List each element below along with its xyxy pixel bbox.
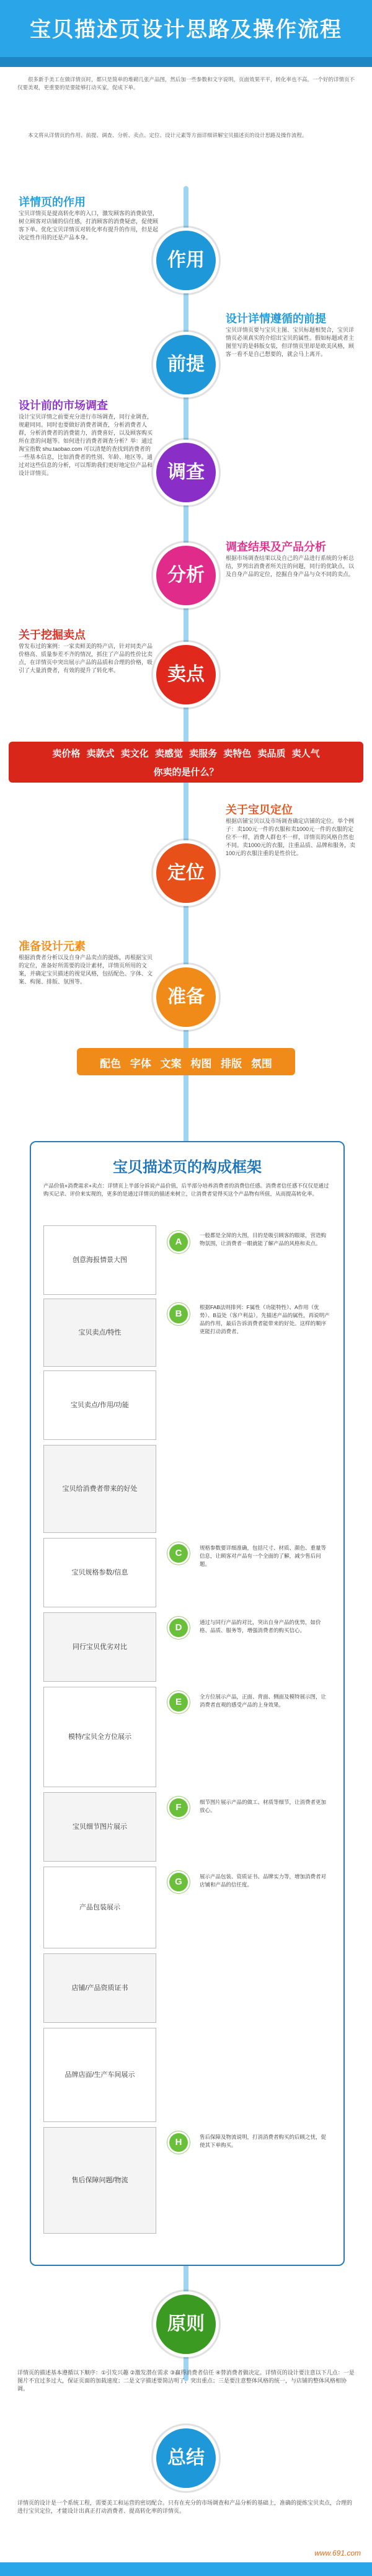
framework-item: 模特/宝贝全方位展示 <box>43 1687 156 1787</box>
design-tag: 排版 <box>221 1058 242 1070</box>
framework-item: 同行宝贝优劣对比 <box>43 1612 156 1682</box>
selling-tag: 卖款式 <box>86 748 115 759</box>
design-tag: 氛围 <box>250 1058 272 1070</box>
node-zuoyong: 作用 <box>156 231 216 290</box>
design-tags-row <box>77 1055 295 1070</box>
page-title: 宝贝描述页设计思路及操作流程 <box>30 18 342 42</box>
framework-desc: 根据FAB法则排列：F属性（功能特性）、A作用（优势）、B益处（客户利益）。先描述产品的属性，再说明产品的作用，最后告诉消费者能带来的好处。这样的顺序更能打动消费者。 <box>200 1304 330 1335</box>
node-diaocha: 调查 <box>156 443 216 502</box>
node-qianti: 前提 <box>156 335 216 394</box>
section-text-maidian: 曾发布过的案例：一家卖鲜美的特产店，针对同类产品价格高、质量参差不齐的情况，抓住了产品的性价比卖点，在详情页中突出展示产品的品质和合理的价格，吸引了大量消费者，有效的提升了转化率。 <box>19 643 153 673</box>
design-tag: 文案 <box>160 1058 182 1070</box>
framework-item: 售后保障问题/物流 <box>43 2127 156 2234</box>
framework-desc: 全方位展示产品，正面、背面、侧面及模特展示图，让消费者直观的感受产品的上身效果。 <box>200 1694 327 1708</box>
section-title-maidian: 关于挖掘卖点 <box>19 629 86 641</box>
framework-badge: G <box>169 1873 188 1891</box>
framework-item: 宝贝细节图片展示 <box>43 1792 156 1862</box>
framework-badge: C <box>169 1544 188 1563</box>
selling-tag: 卖文化 <box>120 748 149 759</box>
section-text-dingwei: 根据店铺宝贝以及市场调查确定店铺的定位。举个例子：卖100元一件的衣服和卖1000元一件的衣服的定位不一样，消费人群也不一样，详情页的风格自然也不同。卖1000元的衣服，注重品质、品牌和服务，卖100元的衣服注重的是性价比。 <box>226 818 356 856</box>
node-fenxi: 分析 <box>156 546 216 605</box>
node-maidian: 卖点 <box>156 645 216 704</box>
framework-item: 宝贝给消费者带来的好处 <box>43 1445 156 1533</box>
framework-desc: 细节图片展示产品的做工、材质等细节，让消费者更加放心。 <box>200 1799 327 1813</box>
section-title-zhunbei: 准备设计元素 <box>19 940 86 953</box>
section-title-dingwei: 关于宝贝定位 <box>226 804 293 816</box>
framework-item: 宝贝卖点/作用/功能 <box>43 1370 156 1440</box>
footer-bar <box>0 2562 372 2576</box>
framework-item: 产品包装展示 <box>43 1867 156 1948</box>
selling-tag: 卖感觉 <box>154 748 183 759</box>
framework-badge: F <box>169 1798 188 1817</box>
framework-desc: 一般都是全屏的大图，目的是吸引顾客的眼球，营造购物氛围，让消费者一眼就能了解产品的风格和卖点。 <box>200 1232 327 1246</box>
selling-tag: 卖品质 <box>257 748 286 759</box>
framework-item: 店铺/产品资质证书 <box>43 1953 156 2023</box>
section-title-fenxi: 调查结果及产品分析 <box>226 541 326 553</box>
framework-desc: 展示产品包装、资质证书、品牌实力等，增加消费者对店铺和产品的信任度。 <box>200 1873 327 1888</box>
framework-badge: D <box>169 1619 188 1637</box>
framework-badge: H <box>169 2133 188 2152</box>
node-zongjie: 总结 <box>156 2428 216 2488</box>
section-text-yuanze: 详情页的描述基本遵循以下顺序：①引发兴趣 ②激发潜在需求 ③赢得消费者信任 ④替消费者做决定。详情页的设计要注意以下几点：一是图片不宜过多过大，保证页面的加载速度；二是文字描述要简洁明了，突出重点；三是要注意整体风格的统一，与店铺的整体风格相协调。 <box>17 2369 355 2392</box>
framework-badge: A <box>169 1233 188 1251</box>
design-tag: 构图 <box>190 1058 212 1070</box>
section-title-qianti: 设计详情遵循的前提 <box>226 313 326 325</box>
framework-desc: 规格参数要详细准确，包括尺寸、材质、颜色、重量等信息，让顾客对产品有一个全面的了解，减少售后问题。 <box>200 1545 327 1567</box>
section-text-zuoyong: 宝贝详情页是提高转化率的入口，激发顾客的消费欲望，树立顾客对店铺的信任感，打消顾客的消费疑虑，促使顾客下单。优化宝贝详情页对转化率有提升的作用，但是起决定性作用的还是产品本身。 <box>19 210 159 241</box>
selling-tag: 卖服务 <box>189 748 218 759</box>
node-yuanze: 原则 <box>156 2294 216 2354</box>
framework-intro: 产品价值+消费需求+卖点：详情页上半部分诉说产品价值，后半部分培养消费者的消费信任感。消费者信任感不仅仅是通过购买记录、评价来实现的，更多的是通过详情页的描述来树立，让消费者觉得买这个产品物有所值，从而提高转化率。 <box>43 1183 329 1197</box>
selling-question: 你卖的是什么？ <box>153 767 219 778</box>
framework-item: 创意海报情景大图 <box>43 1225 156 1295</box>
section-text-qianti: 宝贝详情页要与宝贝主图、宝贝标题相契合，宝贝详情页必须真实的介绍出宝贝的属性。假如标题或者主图里写的是韩版女装，但详情页里却是欧美风格，顾客一看不是自己想要的，就会马上离开。 <box>226 327 355 357</box>
intro-paragraph-2: 本文将从详情页的作用、前提、调查、分析、卖点、定位、设计元素等方面详细讲解宝贝描述页的设计思路及操作流程。 <box>28 132 308 138</box>
selling-tag: 卖人气 <box>291 748 320 759</box>
framework-desc: 通过与同行产品的对比，突出自身产品的优势，如价格、品质、服务等，增强消费者的购买信心。 <box>200 1619 321 1633</box>
selling-tags-row <box>9 747 363 760</box>
design-tag: 字体 <box>130 1058 151 1070</box>
header-stripe <box>0 57 372 67</box>
section-text-diaocha: 设计宝贝详情之前要充分进行市场调查，同行业调查，规避同同。同时也要做好消费者调查，分析消费者人群，分析消费者的消费能力，消费喜好，以及顾客购买所在意的问题等。如何进行消费者调查分析？举：通过淘宝指数 shu.taobao.com 可以清楚的查找到消费者的一些基本信息，比如消费者的性别、年龄、地区等。通过对这些信息的分析，可以帮助我们更好地定位产品和设计详情页。 <box>19 414 153 476</box>
framework-title: 宝贝描述页的构成框架 <box>113 1159 262 1176</box>
selling-tag: 卖特色 <box>223 748 252 759</box>
node-zhunbei: 准备 <box>156 967 216 1027</box>
section-title-zuoyong: 详情页的作用 <box>19 196 86 208</box>
section-title-diaocha: 设计前的市场调查 <box>19 399 108 412</box>
selling-tag: 卖价格 <box>52 748 81 759</box>
footer-url[interactable]: www.691.com <box>314 2549 361 2557</box>
node-dingwei: 定位 <box>156 843 216 903</box>
framework-badge: E <box>169 1693 188 1712</box>
intro-paragraph-1: 很多新手美工在做详情页时，都只是简单的堆砌几张产品图，然后加一些参数和文字说明，页面效果平平，转化率也不高。一个好的详情页不仅要美观，更重要的是要能够打动买家，促成下单。 <box>17 76 355 91</box>
section-text-zhunbei: 根据消费者分析以及自身产品卖点的提炼，再根据宝贝的定位，准备好所需要的设计素材，详情页所用的文案，并确定宝贝描述的视觉风格，包括配色、字体、文案、构图、排版、氛围等。 <box>19 954 153 985</box>
framework-item: 宝贝卖点/特性 <box>43 1299 156 1367</box>
section-text-zongjie: 详情页的设计是一个系统工程，需要美工和运营的密切配合。只有在充分的市场调查和产品分析的基础上，准确的提炼宝贝卖点，合理的进行宝贝定位，才能设计出真正打动消费者、提高转化率的详情页。 <box>17 2500 353 2514</box>
framework-item: 宝贝规格参数/信息 <box>43 1538 156 1607</box>
design-tag: 配色 <box>100 1058 122 1070</box>
framework-desc: 售后保障及物流说明，打消消费者购买的后顾之忧，促使其下单购买。 <box>200 2134 327 2148</box>
framework-badge: B <box>169 1305 188 1323</box>
section-text-fenxi: 根据市场调查结果以及自己的产品进行系统的分析总结，罗列出消费者所关注的问题，同行的优缺点，以及自身产品的定位，挖掘自身产品与众不同的卖点。 <box>226 555 355 577</box>
framework-item: 品牌店面/生产车间展示 <box>43 2028 156 2122</box>
